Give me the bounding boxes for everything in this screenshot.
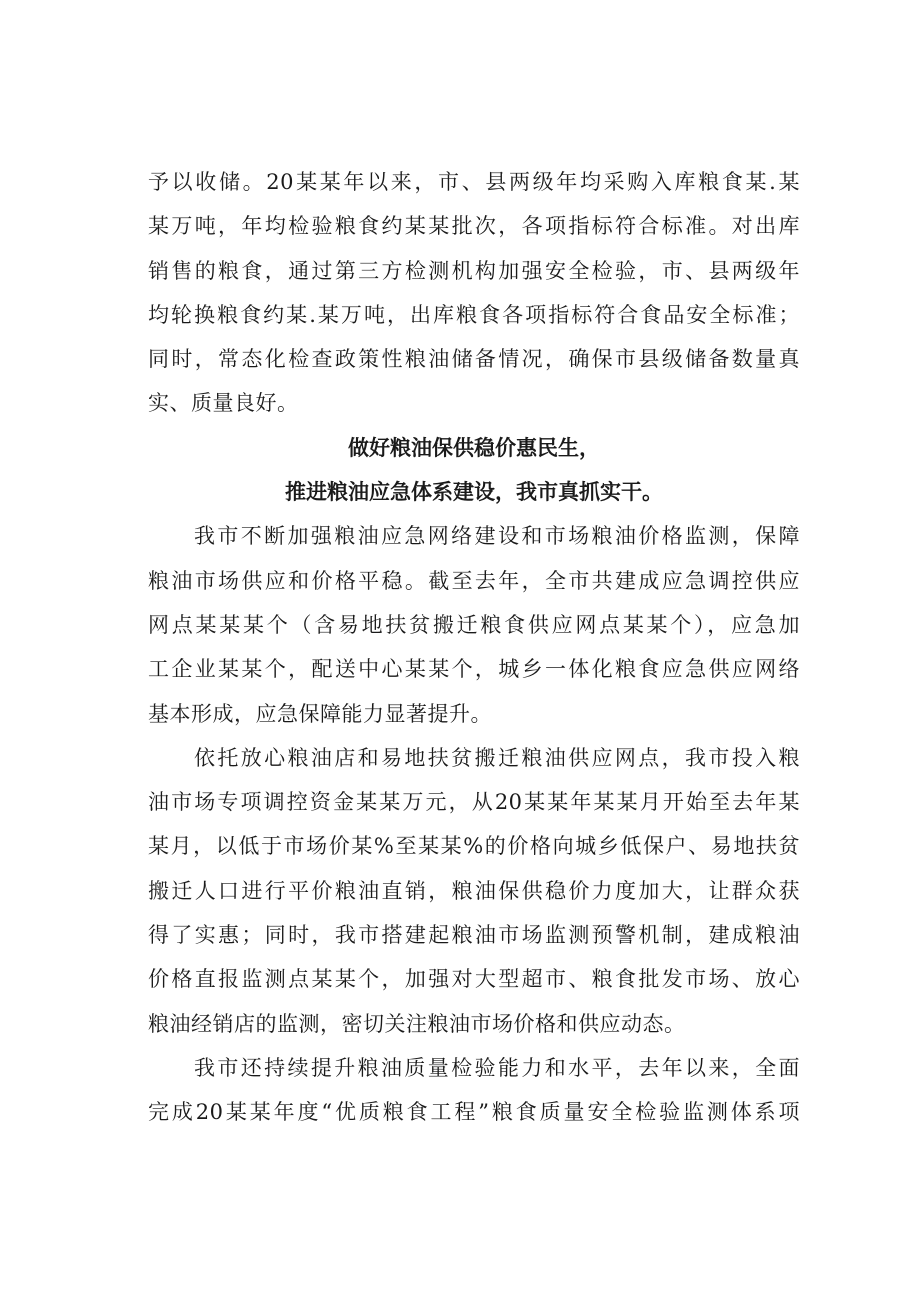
text-line: 实、质量良好。 (148, 391, 299, 416)
text-line: 完成20某某年度“优质粮食工程”粮食质量安全检验监测体系项 (148, 1100, 800, 1125)
text-line: 搬迁人口进行平价粮油直销，粮油保供稳价力度加大，让群众获 (148, 878, 800, 903)
paragraph-price-stabilization (148, 736, 800, 1046)
text-line: 我市不断加强粮油应急网络建设和市场粮油价格监测，保障 (194, 524, 800, 549)
text-line: 油市场专项调控资金某某万元，从20某某年某某月开始至去年某 (148, 790, 800, 815)
text-line: 某月，以低于市场价某%至某某%的价格向城乡低保户、易地扶贫 (148, 834, 800, 859)
heading-line-2: 推进粮油应急体系建设，我市真抓实干。 (285, 480, 663, 505)
text-line: 价格直报监测点某某个，加强对大型超市、粮食批发市场、放心 (148, 967, 800, 992)
heading-line-1: 做好粮油保供稳价惠民生， (348, 435, 600, 460)
document-page (148, 160, 800, 1135)
text-line: 得了实惠；同时，我市搭建起粮油市场监测预警机制，建成粮油 (148, 923, 800, 948)
text-line: 工企业某某个，配送中心某某个，城乡一体化粮食应急供应网络 (148, 657, 800, 682)
text-line: 网点某某某个（含易地扶贫搬迁粮食供应网点某某个），应急加 (148, 612, 800, 637)
paragraph-grain-storage (148, 160, 800, 426)
text-line: 粮油经销店的监测，密切关注粮油市场价格和供应动态。 (148, 1011, 686, 1036)
section-heading (148, 426, 800, 515)
text-line: 均轮换粮食约某.某万吨，出库粮食各项指标符合食品安全标准； (148, 302, 800, 327)
paragraph-quality-inspection (148, 1046, 800, 1135)
text-line: 予以收储。20某某年以来，市、县两级年均采购入库粮食某.某 (148, 170, 800, 194)
text-line: 我市还持续提升粮油质量检验能力和水平，去年以来，全面 (194, 1055, 800, 1080)
text-line: 销售的粮食，通过第三方检测机构加强安全检验，市、县两级年 (148, 258, 800, 283)
paragraph-emergency-network (148, 514, 800, 735)
text-line: 同时，常态化检查政策性粮油储备情况，确保市县级储备数量真 (148, 347, 800, 372)
text-line: 粮油市场供应和价格平稳。截至去年，全市共建成应急调控供应 (148, 568, 800, 593)
text-line: 依托放心粮油店和易地扶贫搬迁粮油供应网点，我市投入粮 (194, 745, 800, 770)
text-line: 基本形成，应急保障能力显著提升。 (148, 701, 492, 726)
text-line: 某万吨，年均检验粮食约某某批次，各项指标符合标准。对出库 (148, 214, 800, 239)
